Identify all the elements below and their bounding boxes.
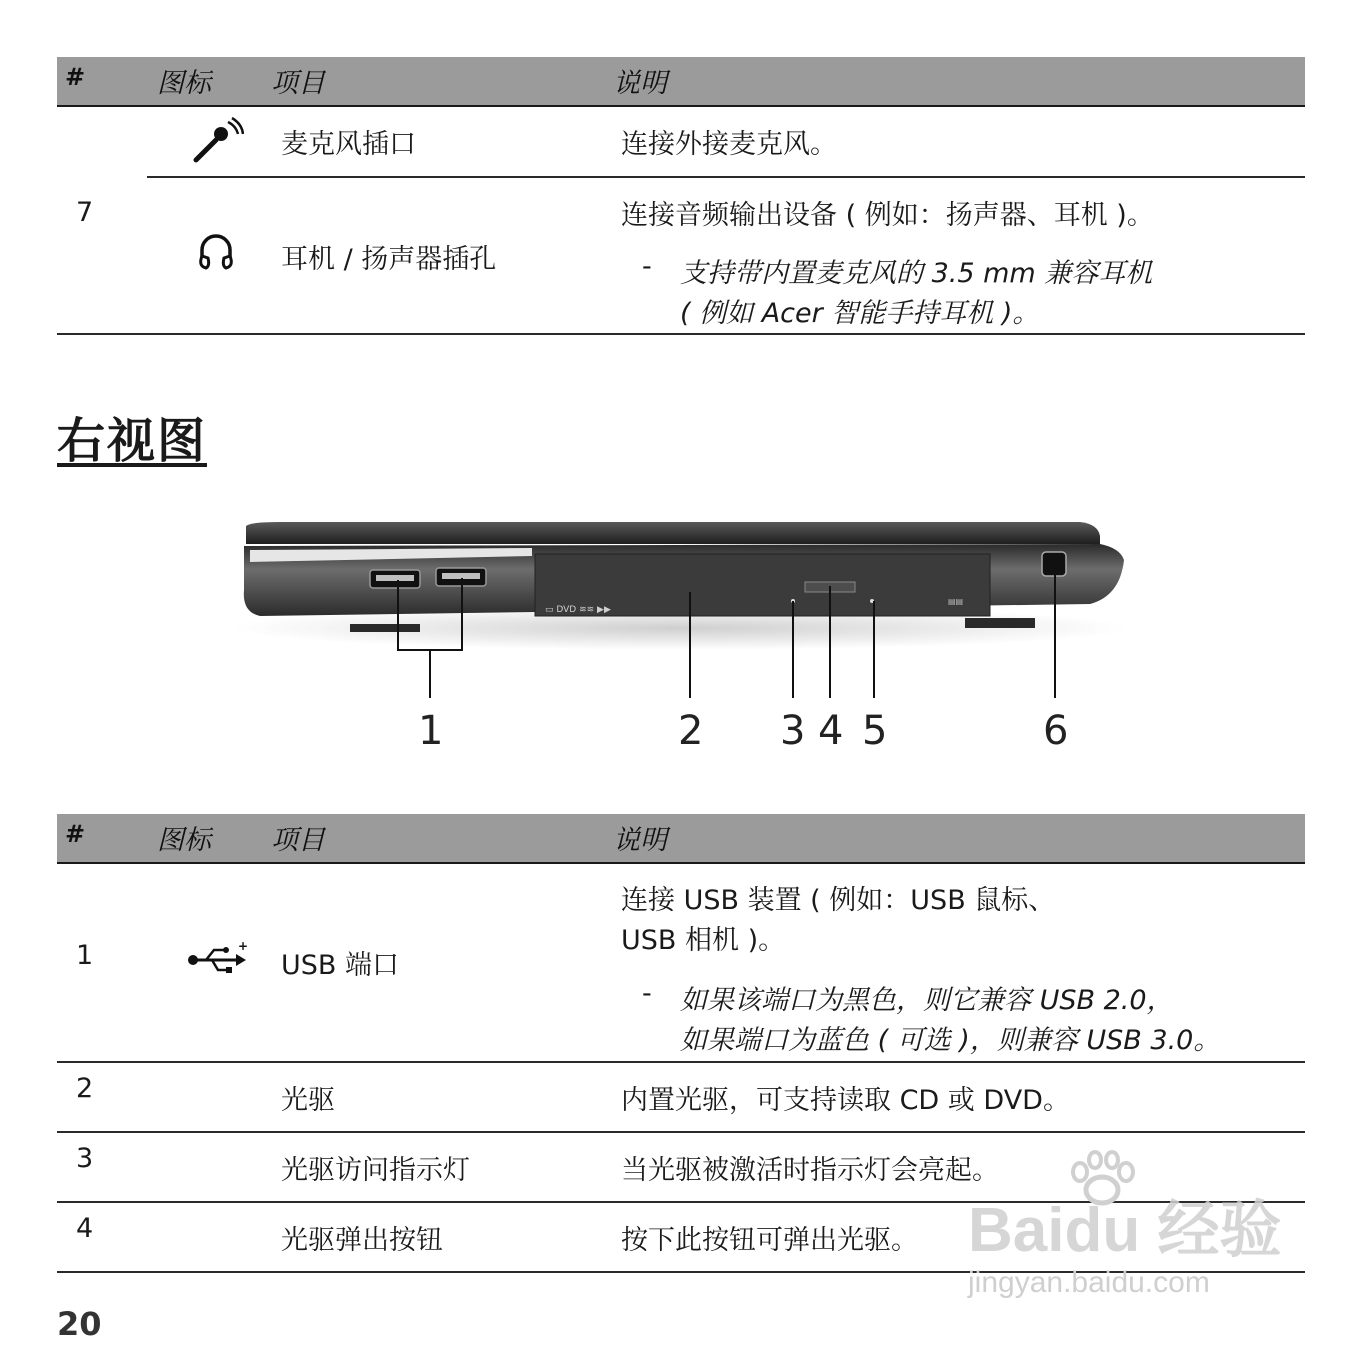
svg-text:▭ DVD ≋≋ ▶▶: ▭ DVD ≋≋ ▶▶ <box>545 605 611 615</box>
header-desc: 说明 <box>613 825 667 856</box>
usb-icon <box>186 940 250 980</box>
callout-5: 5 <box>862 708 888 754</box>
note-line: 支持带内置麦克风的 3.5 mm 兼容耳机 <box>680 258 1153 289</box>
section-title: 右视图 <box>57 413 208 469</box>
header-desc: 说明 <box>613 68 667 99</box>
row-divider <box>147 176 1305 178</box>
callout-6: 6 <box>1043 708 1069 754</box>
svg-text:▤▤: ▤▤ <box>948 597 964 606</box>
desc-microphone-jack: 连接外接麦克风。 <box>621 129 837 160</box>
header-num: # <box>65 63 86 91</box>
page-number: 20 <box>57 1305 102 1343</box>
table2-header <box>57 814 1305 864</box>
callout-1: 1 <box>418 708 444 754</box>
header-item: 项目 <box>271 825 325 856</box>
item-eject-button: 光驱弹出按钮 <box>281 1225 443 1256</box>
item-usb-port: USB 端口 <box>281 950 400 981</box>
desc-headphone-jack: 连接音频输出设备 ( 例如：扬声器、耳机 )。 <box>621 200 1154 231</box>
row-divider <box>57 1131 1305 1133</box>
header-icon: 图标 <box>157 825 211 856</box>
svg-text:+: + <box>238 940 249 953</box>
item-microphone-jack: 麦克风插口 <box>281 129 416 160</box>
note-dash: - <box>642 978 652 1009</box>
item-headphone-jack: 耳机 / 扬声器插孔 <box>281 244 497 275</box>
row-number: 4 <box>76 1213 94 1244</box>
watermark-url: jingyan.baidu.com <box>968 1266 1210 1299</box>
row-divider <box>57 1061 1305 1063</box>
laptop-right-side-illustration <box>220 500 1160 714</box>
desc-eject-button: 按下此按钮可弹出光驱。 <box>621 1225 918 1256</box>
note-line: 如果该端口为黑色，则它兼容 USB 2.0， <box>680 985 1174 1016</box>
watermark-brand: Baidu 经验 <box>968 1196 1282 1265</box>
headphones-icon <box>196 230 236 276</box>
callout-3: 3 <box>780 708 806 754</box>
desc-usb-port: 连接 USB 装置 ( 例如：USB 鼠标、 <box>621 885 1056 916</box>
note-line: ( 例如 Acer 智能手持耳机 )。 <box>680 298 1040 329</box>
desc-usb-port: USB 相机 )。 <box>621 925 786 956</box>
desc-drive-indicator: 当光驱被激活时指示灯会亮起。 <box>621 1155 999 1186</box>
header-icon: 图标 <box>157 68 211 99</box>
note-line: 如果端口为蓝色 ( 可选 )，则兼容 USB 3.0。 <box>680 1025 1221 1056</box>
row-number: 7 <box>76 197 94 228</box>
note-dash: - <box>642 251 652 282</box>
row-number: 3 <box>76 1143 94 1174</box>
callout-2: 2 <box>678 708 704 754</box>
header-num: # <box>65 820 86 848</box>
item-optical-drive: 光驱 <box>281 1085 335 1116</box>
item-drive-indicator: 光驱访问指示灯 <box>281 1155 470 1186</box>
header-item: 项目 <box>271 68 325 99</box>
row-number: 1 <box>76 940 94 971</box>
table1-header <box>57 57 1305 107</box>
baidu-paw-icon <box>1062 1150 1142 1215</box>
table-bottom-rule <box>57 333 1305 335</box>
callout-4: 4 <box>818 708 844 754</box>
desc-optical-drive: 内置光驱，可支持读取 CD 或 DVD。 <box>621 1085 1070 1116</box>
microphone-icon <box>190 116 244 170</box>
row-number: 2 <box>76 1073 94 1104</box>
